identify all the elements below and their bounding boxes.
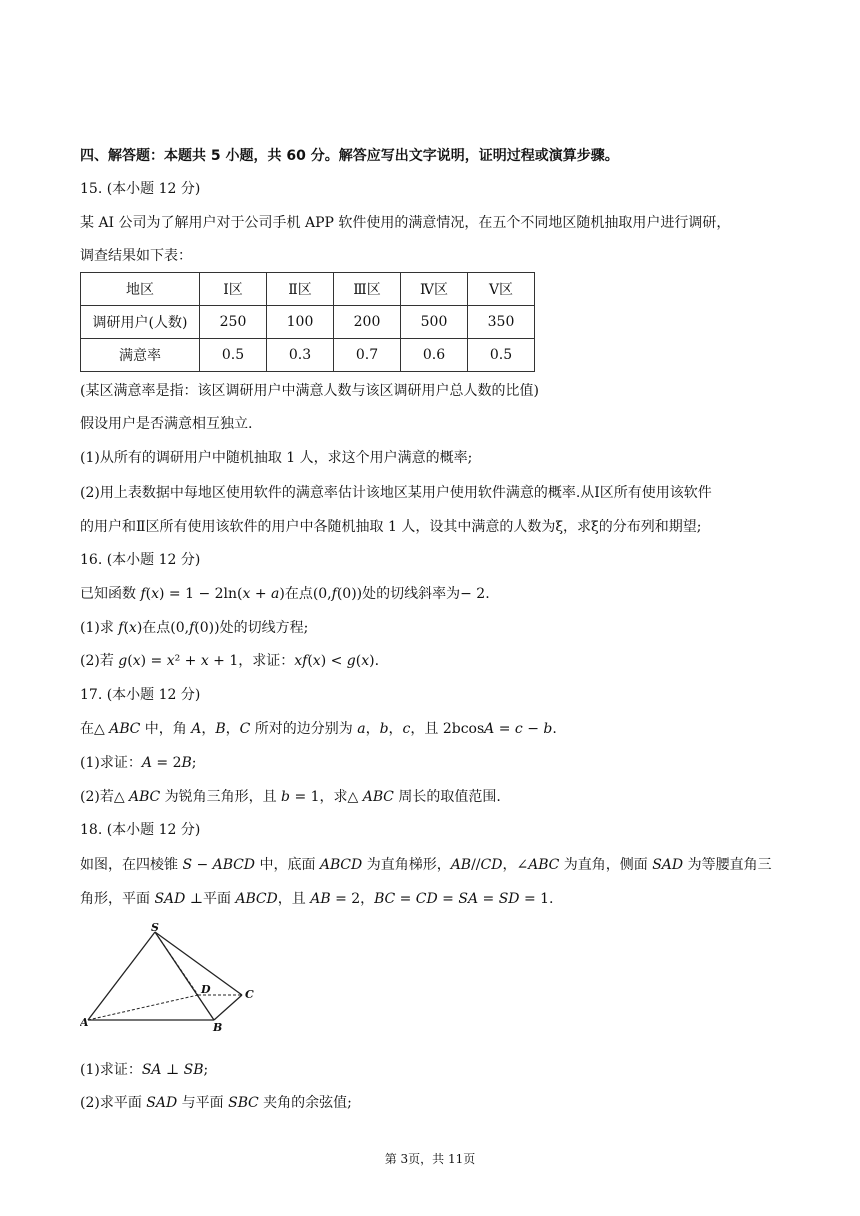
vertex-label-b: B bbox=[213, 1021, 223, 1034]
table-row bbox=[81, 306, 535, 339]
table-cell: 500 bbox=[401, 306, 468, 339]
table-cell: 350 bbox=[468, 306, 535, 339]
q18-part1: (1)求证：𝑆𝐴 ⊥ 𝑆𝐵; bbox=[80, 1062, 209, 1078]
table-header-cell: Ⅴ区 bbox=[468, 273, 535, 306]
table-header-row bbox=[81, 273, 535, 306]
q17-part2: (2)若△ 𝐴𝐵𝐶 为锐角三角形，且 𝑏 = 1，求△ 𝐴𝐵𝐶 周长的取值范围. bbox=[80, 789, 501, 805]
table-cell: 0.7 bbox=[334, 339, 401, 372]
q15-part2-cont: 的用户和Ⅱ区所有使用该软件的用户中各随机抽取 1 人，设其中满意的人数为ξ，求ξ的分布列和期望; bbox=[80, 519, 702, 535]
table-header-cell: 地区 bbox=[81, 273, 200, 306]
table-cell: 100 bbox=[267, 306, 334, 339]
q15-note: (某区满意率是指：该区调研用户中满意人数与该区调研用户总人数的比值) bbox=[80, 383, 539, 399]
table-header-cell: Ⅰ区 bbox=[200, 273, 267, 306]
q16-stem: 已知函数 𝑓(𝑥) = 1 − 2ln(𝑥 + 𝑎)在点(0,𝑓(0))处的切线斜率为− 2. bbox=[80, 586, 490, 602]
q15-part2: (2)用上表数据中每地区使用软件的满意率估计该地区某用户使用软件满意的概率.从Ⅰ区所有使用该软件 bbox=[80, 485, 712, 501]
survey-table bbox=[80, 272, 535, 372]
q18-stem-cont: 角形，平面 𝑆𝐴𝐷 ⊥平面 𝐴𝐵𝐶𝐷，且 𝐴𝐵 = 2，𝐵𝐶 = 𝐶𝐷 = 𝑆𝐴 = 𝑆𝐷 = 1. bbox=[80, 891, 554, 907]
q15-part1: (1)从所有的调研用户中随机抽取 1 人，求这个用户满意的概率; bbox=[80, 450, 473, 466]
table-header-cell: Ⅳ区 bbox=[401, 273, 468, 306]
q18-title: 18. (本小题 12 分) bbox=[80, 822, 201, 838]
q17-stem: 在△ 𝐴𝐵𝐶 中，角 𝐴，𝐵，𝐶 所对的边分别为 𝑎，𝑏，𝑐，且 2bcos𝐴 = 𝑐 − 𝑏. bbox=[80, 721, 557, 737]
table-cell: 250 bbox=[200, 306, 267, 339]
table-header-cell: Ⅲ区 bbox=[334, 273, 401, 306]
q15-intro: 某 AI 公司为了解用户对于公司手机 APP 软件使用的满意情况，在五个不同地区随机抽取用户进行调研， bbox=[80, 215, 731, 231]
q16-part2: (2)若 𝑔(𝑥) = 𝑥² + 𝑥 + 1，求证：𝑥𝑓(𝑥) < 𝑔(𝑥). bbox=[80, 653, 380, 669]
q15-intro-cont: 调查结果如下表： bbox=[80, 248, 192, 264]
q15-title: 15. (本小题 12 分) bbox=[80, 181, 201, 197]
pyramid-figure bbox=[80, 922, 270, 1034]
vertex-label-d: D bbox=[201, 983, 211, 996]
table-row bbox=[81, 339, 535, 372]
page-footer: 第 3页，共 11页 bbox=[384, 1152, 476, 1166]
q18-part2: (2)求平面 𝑆𝐴𝐷 与平面 𝑆𝐵𝐶 夹角的余弦值; bbox=[80, 1095, 352, 1111]
q18-stem: 如图，在四棱锥 𝑆 − 𝐴𝐵𝐶𝐷 中，底面 𝐴𝐵𝐶𝐷 为直角梯形，𝐴𝐵//𝐶𝐷，∠𝐴𝐵𝐶 为直角，侧面 𝑆𝐴𝐷 为等腰直角三 bbox=[80, 857, 772, 873]
table-cell: 调研用户(人数) bbox=[81, 306, 200, 339]
table-header-cell: Ⅱ区 bbox=[267, 273, 334, 306]
vertex-label-s: S bbox=[151, 922, 159, 934]
q15-assumption: 假设用户是否满意相互独立. bbox=[80, 416, 253, 432]
table-cell: 0.6 bbox=[401, 339, 468, 372]
vertex-label-a: A bbox=[80, 1016, 89, 1029]
table-cell: 200 bbox=[334, 306, 401, 339]
section-header: 四、解答题：本题共 5 小题，共 60 分。解答应写出文字说明，证明过程或演算步骤。 bbox=[80, 148, 619, 164]
vertex-label-c: C bbox=[245, 988, 254, 1001]
table-cell: 0.5 bbox=[468, 339, 535, 372]
q17-title: 17. (本小题 12 分) bbox=[80, 687, 201, 703]
q16-title: 16. (本小题 12 分) bbox=[80, 552, 201, 568]
table-cell: 满意率 bbox=[81, 339, 200, 372]
table-cell: 0.5 bbox=[200, 339, 267, 372]
q17-part1: (1)求证：𝐴 = 2𝐵; bbox=[80, 755, 197, 771]
q16-part1: (1)求 𝑓(𝑥)在点(0,𝑓(0))处的切线方程; bbox=[80, 620, 309, 636]
table-cell: 0.3 bbox=[267, 339, 334, 372]
